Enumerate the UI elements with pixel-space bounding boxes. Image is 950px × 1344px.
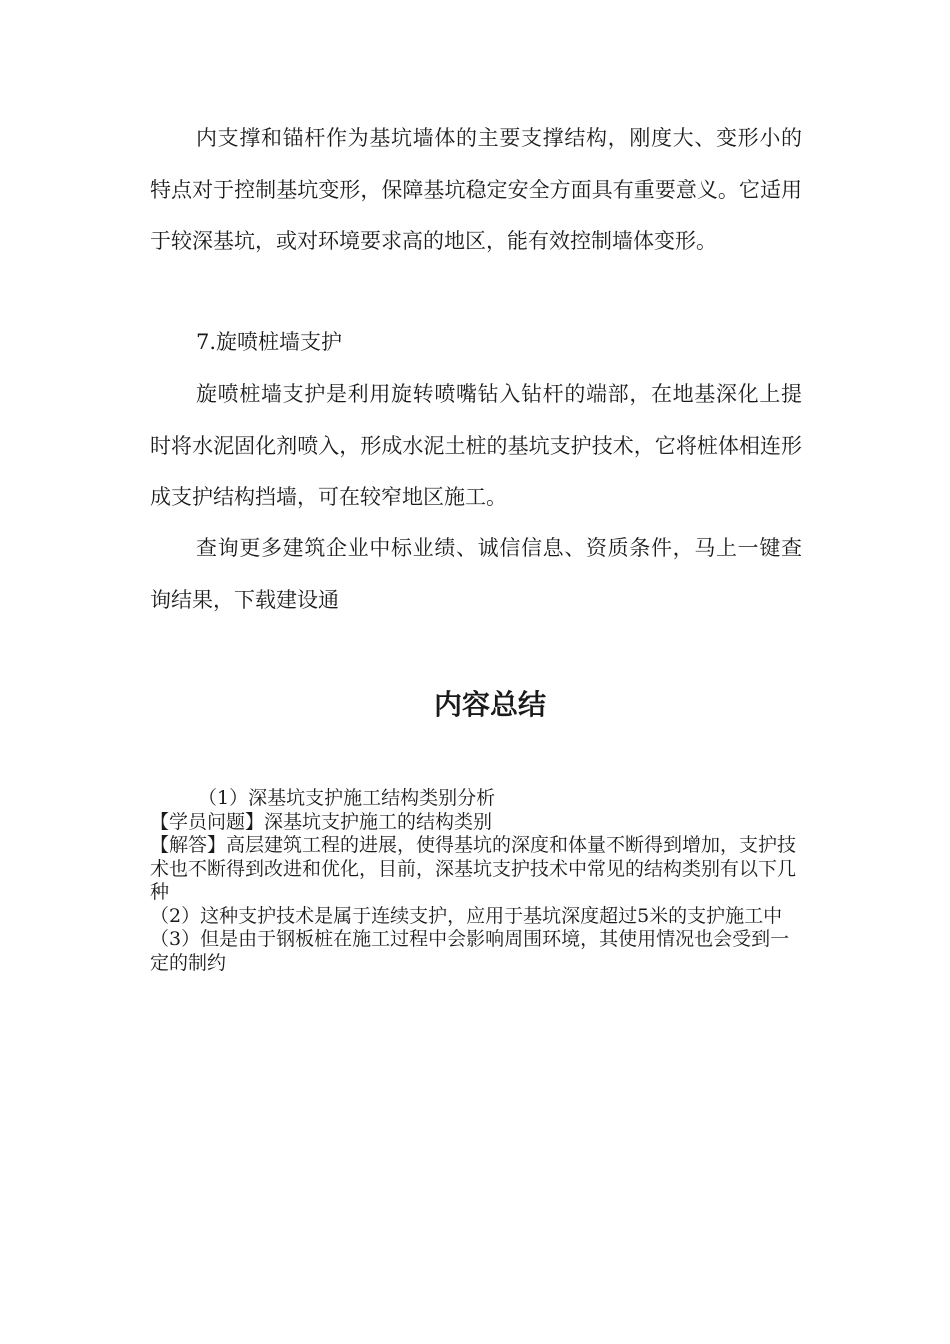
section-heading-jet-grouting: 7.旋喷桩墙支护 — [196, 330, 343, 354]
summary-line: 【解答】高层建筑工程的进展，使得基坑的深度和体量不断得到增加，支护技术也不断得到改进和优化，目前，深基坑支护技术中常见的结构类别有以下几种 — [150, 834, 797, 903]
summary-line: （1）深基坑支护施工结构类别分析 — [198, 787, 496, 809]
summary-line: 【学员问题】深基坑支护施工的结构类别 — [150, 810, 493, 833]
summary-line: （2）这种支护技术是属于连续支护，应用于基坑深度超过5米的支护施工中 — [150, 904, 783, 927]
paragraph-jet-grouting: 旋喷桩墙支护是利用旋转喷嘴钻入钻杆的端部，在地基深化上提时将水泥固化剂喷入，形成水泥土桩的基坑支护技术，它将桩体相连形成支护结构挡墙，可在较窄地区施工。 — [150, 382, 802, 509]
summary-block — [150, 787, 802, 975]
summary-line: （3）但是由于钢板桩在施工过程中会影响周围环境，其使用情况也会受到一定的制约 — [150, 928, 790, 974]
summary-title: 内容总结 — [433, 688, 546, 721]
paragraph-support-anchor: 内支撑和锚杆作为基坑墙体的主要支撑结构，刚度大、变形小的特点对于控制基坑变形，保障基坑稳定安全方面具有重要意义。它适用于较深基坑，或对环境要求高的地区，能有效控制墙体变形。 — [150, 126, 802, 253]
paragraph-query-promo: 查询更多建筑企业中标业绩、诚信信息、资质条件，马上一键查询结果，下载建设通 — [150, 536, 802, 612]
